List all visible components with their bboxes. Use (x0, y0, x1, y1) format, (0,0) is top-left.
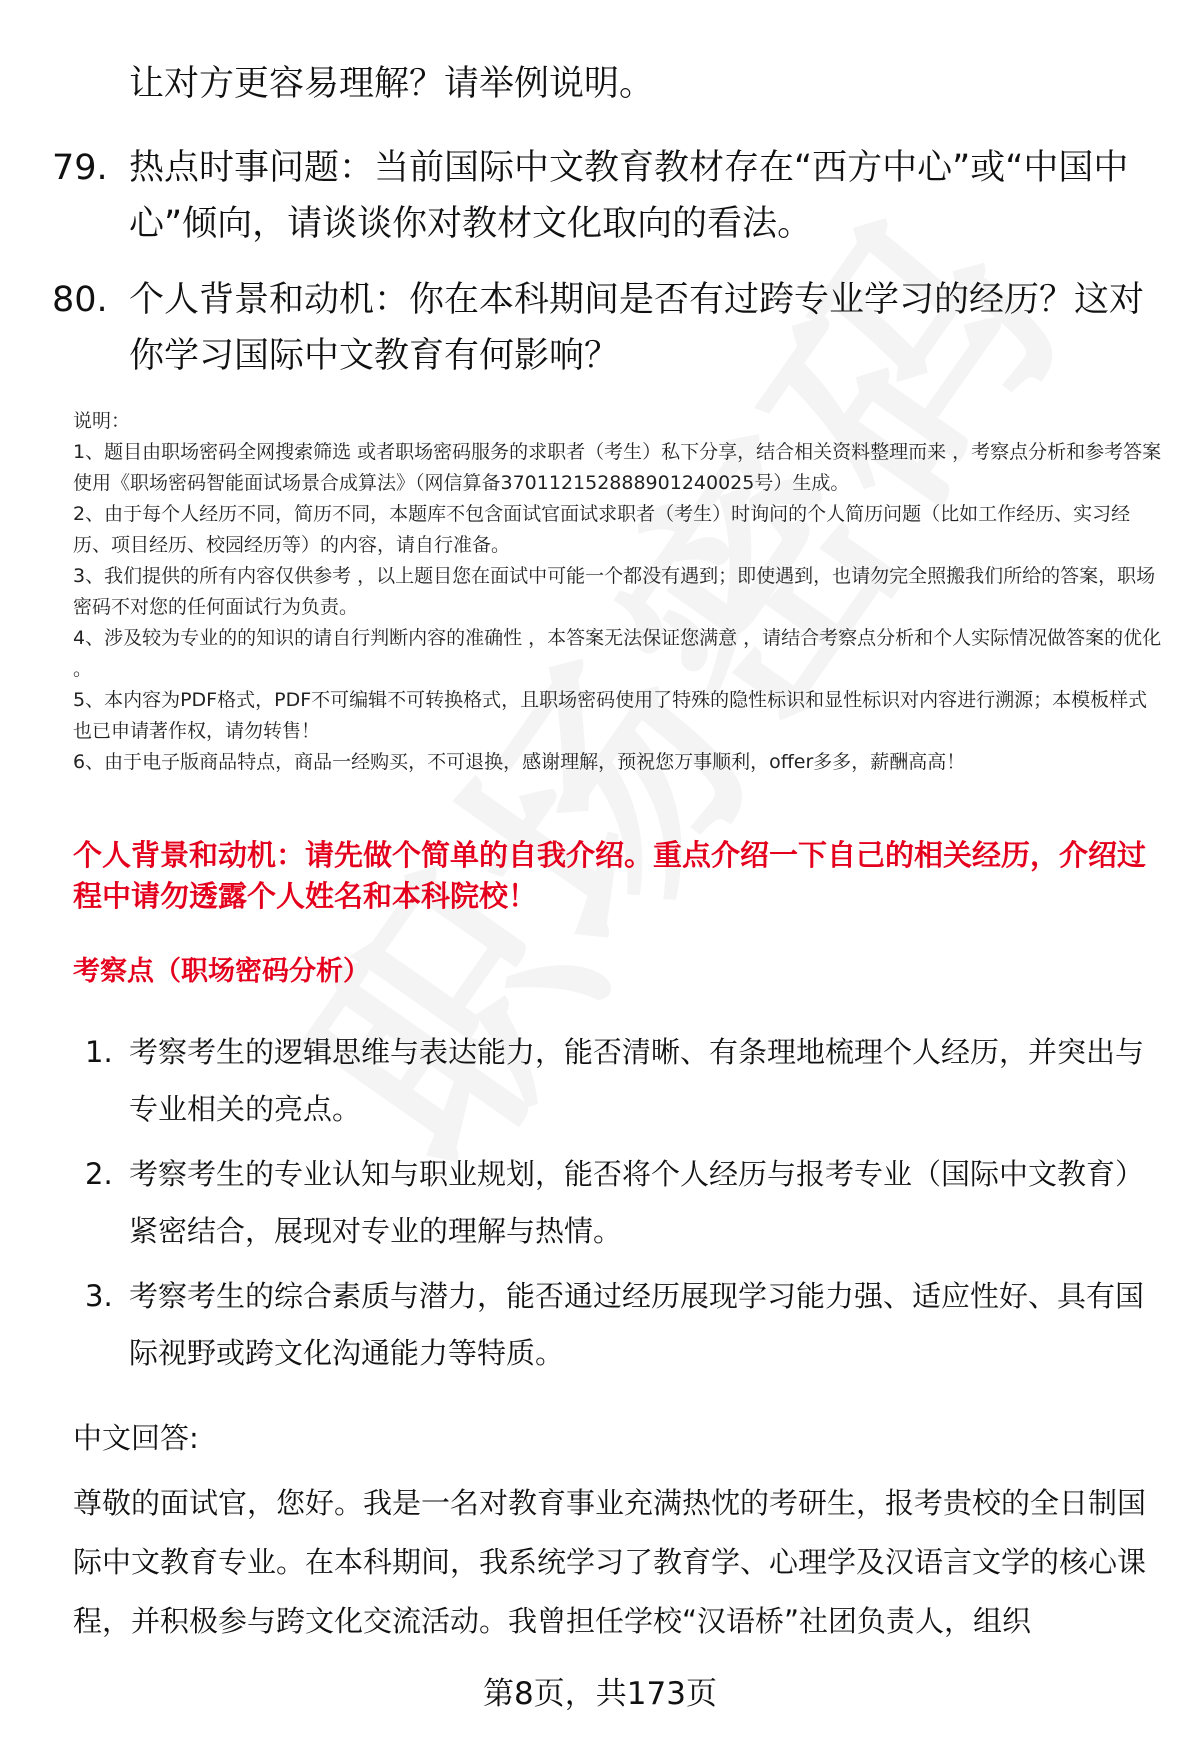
point-number: 3. (85, 1279, 113, 1313)
point-number: 1. (85, 1035, 113, 1069)
question-number: 80. (52, 280, 108, 320)
point-number: 2. (85, 1157, 113, 1191)
note-item: 4、涉及较为专业的的知识的请自行判断内容的准确性 ，本答案无法保证您满意 ，请结合考察点分析和个人实际情况做答案的优化 。 (73, 627, 1162, 680)
point-text: 考察考生的综合素质与潜力，能否通过经历展现学习能力强、适应性好、具有国际视野或跨文化沟通能力等特质。 (129, 1279, 1145, 1370)
note-item: 2、由于每个人经历不同，简历不同，本题库不包含面试官面试求职者（考生）时询问的个人简历问题（比如工作经历、实习经历、项目经历、校园经历等）的内容，请自行准备。 (73, 503, 1131, 556)
section-title: 个人背景和动机：请先做个简单的自我介绍。重点介绍一下自己的相关经历，介绍过程中请勿透露个人姓名和本科院校！ (73, 838, 1147, 913)
analysis-point (73, 1146, 1163, 1260)
question-continuation: 让对方更容易理解？请举例说明。 (129, 64, 655, 104)
answer-text: 尊敬的面试官，您好。我是一名对教育事业充满热忱的考研生，报考贵校的全日制国际中文教育专业。在本科期间，我系统学习了教育学、心理学及汉语言文学的核心课程，并积极参与跨文化交流活动。我曾担任学校“汉语桥”社团负责人，组织 (73, 1486, 1147, 1638)
question-number: 79. (52, 148, 108, 188)
analysis-points (73, 1024, 1163, 1390)
answer-label: 中文回答: (73, 1421, 199, 1455)
analysis-point (73, 1024, 1163, 1138)
notes-title: 说明： (73, 410, 131, 432)
note-item: 1、题目由职场密码全网搜索筛选 或者职场密码服务的求职者（考生）私下分享，结合相关资料整理而来 ，考察点分析和参考答案使用《职场密码智能面试场景合成算法》（网信算备370112152888901240025号）生成。 (73, 441, 1162, 494)
note-item: 6、由于电子版商品特点，商品一经购买，不可退换，感谢理解，预祝您万事顺利，offer多多，薪酬高高！ (73, 751, 966, 773)
analysis-point (73, 1268, 1163, 1382)
point-text: 考察考生的逻辑思维与表达能力，能否清晰、有条理地梳理个人经历，并突出与专业相关的亮点。 (129, 1035, 1145, 1126)
notes-block (73, 406, 1163, 778)
question-text: 个人背景和动机：你在本科期间是否有过跨专业学习的经历？这对你学习国际中文教育有何影响？ (129, 280, 1145, 376)
page-footer: 第8页，共173页 (483, 1676, 717, 1712)
question-text: 热点时事问题：当前国际中文教育教材存在“西方中心”或“中国中心”倾向，请谈谈你对教材文化取向的看法。 (129, 148, 1129, 244)
note-item: 3、我们提供的所有内容仅供参考 ，以上题目您在面试中可能一个都没有遇到；即使遇到，也请勿完全照搬我们所给的答案，职场密码不对您的任何面试行为负责。 (73, 565, 1156, 618)
note-item: 5、本内容为PDF格式，PDF不可编辑不可转换格式，且职场密码使用了特殊的隐性标识和显性标识对内容进行溯源；本模板样式也已申请著作权，请勿转售！ (73, 689, 1148, 742)
point-text: 考察考生的专业认知与职业规划，能否将个人经历与报考专业（国际中文教育）紧密结合，展现对专业的理解与热情。 (129, 1157, 1145, 1248)
analysis-title: 考察点（职场密码分析） (73, 956, 370, 987)
